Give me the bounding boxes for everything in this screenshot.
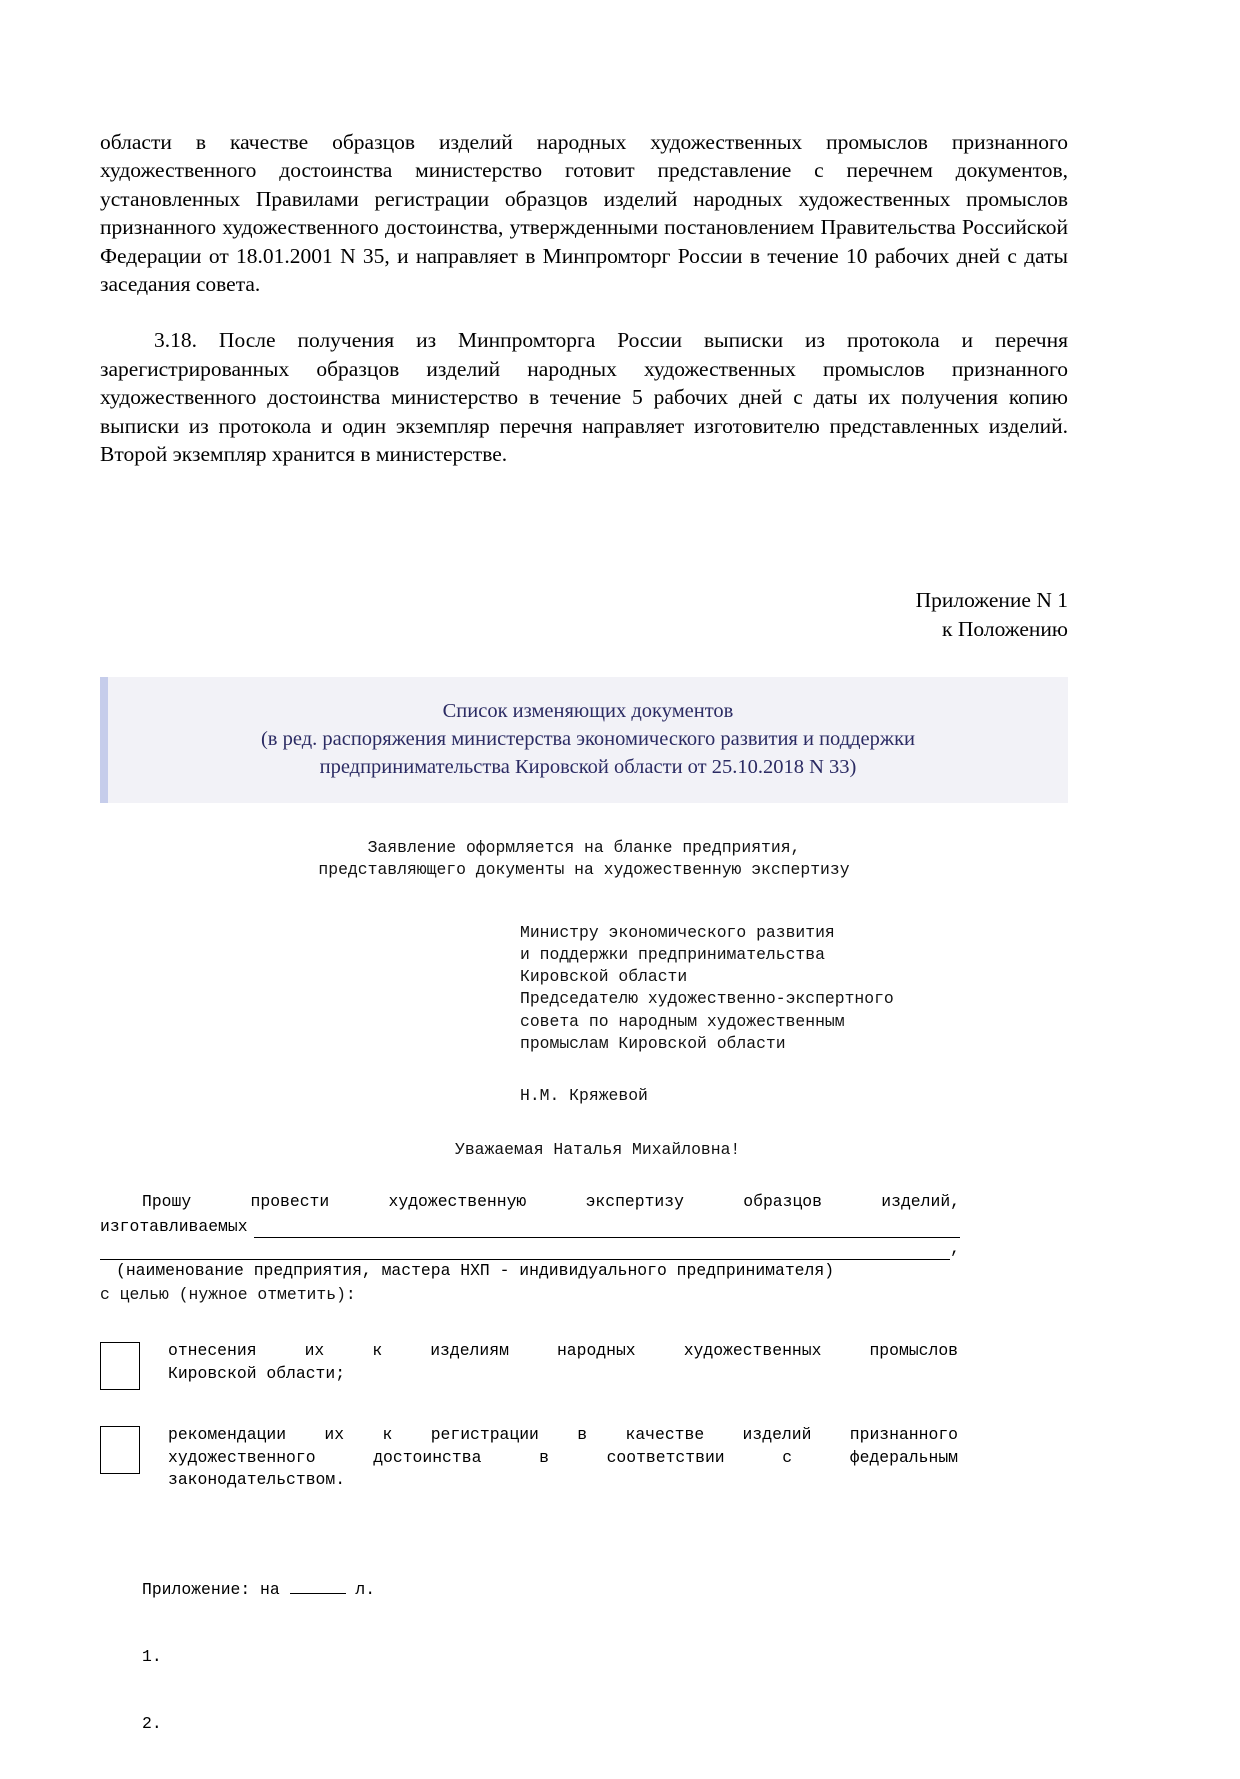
checkbox-option-2-line-1: рекомендации их к регистрации в качестве изделий признанного (168, 1425, 958, 1445)
checkbox-option-row-1 (100, 1340, 1068, 1390)
manufacturer-field-row-2: , (100, 1238, 960, 1260)
attachment-suffix: л. (345, 1580, 376, 1600)
attachment-item-2: 2. (142, 1713, 162, 1733)
purpose-label: с целью (нужное отметить): (100, 1285, 356, 1305)
letterhead-note-line-2: представляющего документы на художественную экспертизу (318, 860, 850, 880)
addressee-line-2: и поддержки предпринимательства (520, 944, 825, 964)
change-note-title: Список изменяющих документов (442, 700, 734, 723)
checkbox-option-1[interactable] (100, 1342, 140, 1390)
salutation: Уважаемая Наталья Михайловна! (455, 1140, 741, 1160)
appendix-reference: к Положению (942, 616, 1068, 641)
change-note-line-2: (в ред. распоряжения министерства экономического развития и поддержки (260, 728, 916, 751)
attachment-line (142, 1579, 1068, 1601)
body-paragraph-continuation: области в качестве образцов изделий народных художественных промыслов признанного художественного достоинства министерство готовит представление с перечнем документов, установленных Правилами регистрации образцов изделий народных художественных промыслов признанного художественного достоинства, утвержденными постановлением Правительства Российской Федерации от 18.01.2001 N 35, и направляет в Минпромторг России в течение 10 рабочих дней с даты заседания совета. (100, 130, 1068, 297)
manufacturer-field-label: изготавливаемых (100, 1216, 248, 1236)
paragraph-spacer (100, 298, 1068, 326)
manufacturer-field-caption: (наименование предприятия, мастера НХП - индивидуального предпринимателя) (116, 1260, 835, 1280)
appendix-number: Приложение N 1 (915, 588, 1068, 613)
letterhead-note-line-1: Заявление оформляется на бланке предприятия, (367, 838, 801, 858)
checkbox-option-2[interactable] (100, 1426, 140, 1474)
addressee-line-1: Министру экономического развития (520, 922, 835, 942)
checkbox-option-1-line-1: отнесения их к изделиям народных художественных промыслов (168, 1341, 958, 1361)
addressee-line-6: промыслам Кировской области (520, 1033, 786, 1053)
addressee-block (520, 922, 1068, 1107)
checkbox-option-row-2 (100, 1424, 1068, 1491)
checkbox-option-1-line-2: Кировской области; (168, 1363, 346, 1383)
attachment-item-1: 1. (142, 1646, 162, 1666)
manufacturer-field-row (100, 1216, 960, 1238)
addressee-line-3: Кировской области (520, 967, 688, 987)
checkbox-option-1-text (168, 1340, 958, 1384)
manufacturer-input-line-2[interactable] (100, 1244, 950, 1260)
document-content (100, 128, 1068, 1779)
addressee-line-4: Председателю художественно-экспертного (520, 989, 894, 1009)
addressee-line-5: совета по народным художественным (520, 1011, 845, 1031)
checkbox-option-2-line-3: законодательством. (168, 1469, 346, 1489)
attachment-block (142, 1535, 1068, 1779)
application-form (100, 837, 1068, 1779)
request-line-1: Прошу провести художественную экспертизу образцов изделий, (142, 1192, 960, 1212)
checkbox-option-2-text (168, 1424, 958, 1491)
checkbox-option-2-line-2: художественного достоинства в соответствии с федеральным (168, 1447, 958, 1467)
attachment-pages-input[interactable] (290, 1579, 346, 1594)
section-spacer (100, 468, 1068, 586)
addressee-name: Н.М. Кряжевой (520, 1085, 648, 1105)
appendix-caption (100, 586, 1068, 643)
change-note-line-3: предпринимательства Кировской области от 25.10.2018 N 33) (319, 756, 857, 779)
attachment-prefix: Приложение: на (142, 1580, 290, 1600)
body-paragraph-3-18: 3.18. После получения из Минпромторга России выписки из протокола и перечня зарегистрированных образцов изделий народных художественных промыслов признанного художественного достоинства министерство в течение 5 рабочих дней с даты их получения копию выписки из протокола и один экземпляр перечня направляет изготовителю представленных изделий. Второй экземпляр хранится в министерстве. (100, 328, 1068, 467)
change-note-box (100, 677, 1068, 803)
manufacturer-input-line[interactable] (254, 1222, 960, 1238)
